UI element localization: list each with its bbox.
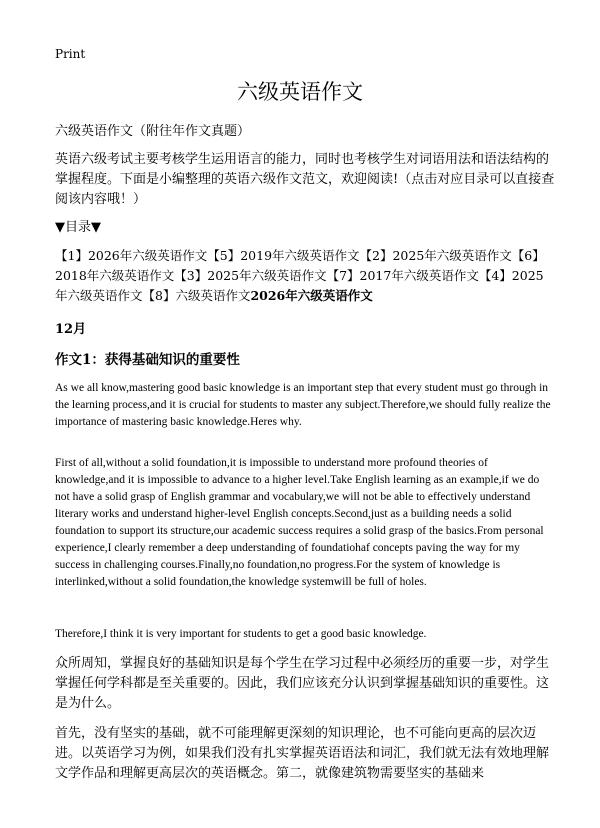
intro-paragraph: 英语六级考试主要考核学生运用语言的能力，同时也考核学生对词语用法和语法结构的掌握程度。下面是小编整理的英语六级作文范文，欢迎阅读!（点击对应目录可以直接查阅该内容哦！） bbox=[55, 152, 555, 207]
table-of-contents bbox=[55, 246, 555, 306]
toc-current-entry: 2026年六级英语作文 bbox=[250, 288, 373, 303]
chinese-paragraph: 首先，没有坚实的基础，就不可能理解更深刻的知识理论，也不可能向更高的层次迈进。以英语学习为例，如果我们没有扎实掌握英语语法和词汇，我们就无法有效地理解文学作品和理解更高层次的英语概念。第二，就像建筑物需要坚实的基础来 bbox=[55, 726, 550, 781]
subtitle: 六级英语作文（附往年作文真题） bbox=[55, 124, 251, 139]
toc-links[interactable]: 【1】2026年六级英语作文【5】2019年六级英语作文【2】2025年六级英语作文【6】2018年六级英语作文【3】2025年六级英语作文【7】2017年六级英语作文【4】2025年六级英语作文【8】六级英语作文 bbox=[55, 248, 545, 303]
print-label: Print bbox=[55, 47, 86, 61]
chinese-paragraph: 众所周知，掌握良好的基础知识是每个学生在学习过程中必须经历的重要一步，对学生掌握任何学科都是至关重要的。因此，我们应该充分认识到掌握基础知识的重要性。这是为什么。 bbox=[55, 656, 550, 711]
section-month: 12月 bbox=[55, 322, 87, 337]
english-paragraph: Therefore,I think it is very important for students to get a good basic knowledge. bbox=[55, 628, 427, 640]
page-title: 六级英语作文 bbox=[237, 80, 363, 104]
toc-heading: ▼目录▼ bbox=[55, 220, 101, 235]
english-paragraph: As we all know,mastering good basic knowledge is an important step that every student must go through in the learning process,and it is crucial for students to master any subject.Therefore,we should fully realize the importance of mastering basic knowledge.Heres why. bbox=[55, 382, 551, 428]
english-paragraph: First of all,without a solid foundation,it is impossible to understand more profound theories of knowledge,and it is impossible to advance to a higher level.Take English learning as an example,if we do not have a solid grasp of English grammar and vocabulary,we will not be able to effectively understand literary works and understand higher-level English concepts.Second,just as a building needs a solid foundation to support its structure,our academic success requires a solid grasp of the basics.From personal experience,I clearly remember a deep understanding of foundatiohaf concepts paving the way for my success in challenging courses.Finally,no foundation,no progress.For the system of knowledge is interlinked,without a solid foundation,the knowledge systemwill be full of holes. bbox=[55, 457, 544, 588]
essay-title: 作文1：获得基础知识的重要性 bbox=[55, 352, 240, 368]
